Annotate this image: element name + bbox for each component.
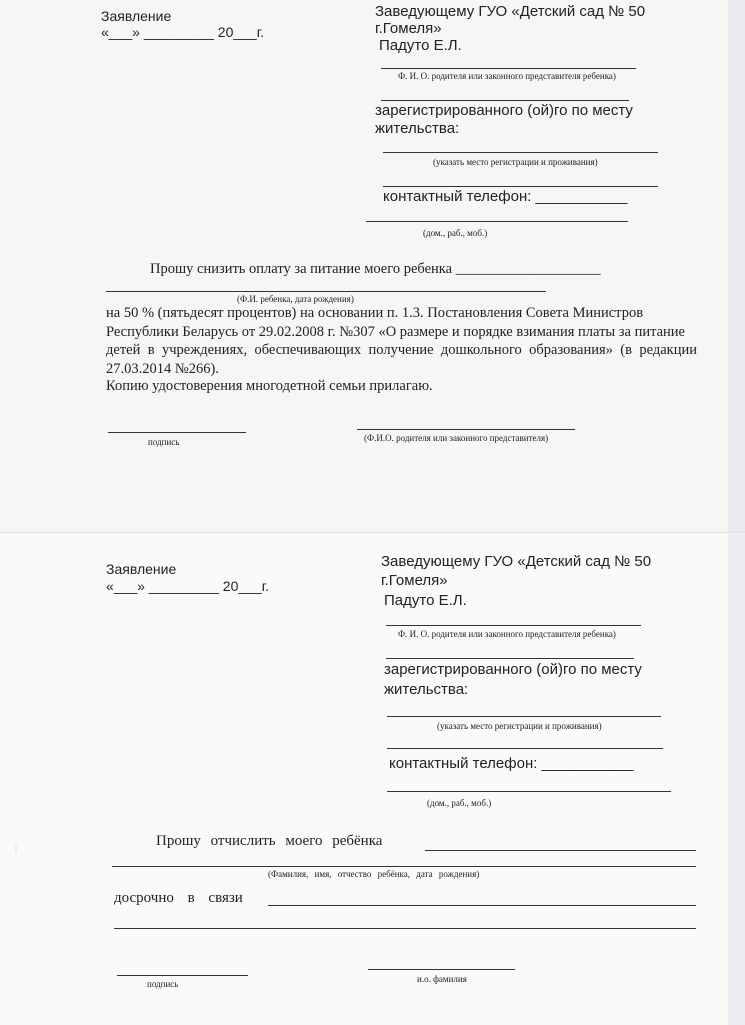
child-name-line-2	[112, 866, 696, 867]
phone-line	[366, 221, 628, 222]
registered-line-1: зарегистрированного (ой)го по месту	[375, 102, 633, 119]
body-line: 27.03.2014 №266).	[106, 360, 219, 377]
address-line	[387, 716, 661, 717]
date-line: «___» _________ 20___г.	[101, 24, 265, 40]
child-name-line	[106, 291, 546, 292]
address-line	[383, 152, 658, 153]
registered-line-2: жительства:	[384, 681, 469, 698]
registered-line-2: жительства:	[375, 120, 460, 137]
parent-name-line-2	[386, 658, 634, 659]
phone-label: контактный телефон: ___________	[383, 188, 628, 205]
application-form-withdrawal	[0, 532, 745, 1025]
phone-caption: (дом., раб., моб.)	[423, 228, 488, 238]
child-name-line	[425, 850, 696, 851]
signature-caption: подпись	[148, 437, 180, 447]
parent-name-caption: Ф. И. О. родителя или законного представителя ребенка)	[398, 71, 616, 81]
phone-caption: (дом., раб., моб.)	[427, 798, 492, 808]
scan-edge	[728, 533, 745, 1025]
child-caption: (Фамилия, имя, отчество ребёнка, дата рождения)	[268, 869, 480, 879]
doc-title: Заявление	[101, 8, 172, 24]
body-line: Республики Беларусь от 29.02.2008 г. №307 «О размере и порядке взимания платы за питание	[106, 323, 685, 340]
parent-name-line	[386, 625, 641, 626]
parent-name-caption: Ф. И. О. родителя или законного представителя ребенка)	[398, 629, 616, 639]
reason-line	[268, 905, 696, 906]
name-sign-line	[368, 969, 515, 970]
address-caption: (указать место регистрации и проживания)	[437, 721, 602, 731]
date-line: «___» _________ 20___г.	[106, 578, 270, 594]
signature-caption: подпись	[147, 979, 179, 989]
address-caption: (указать место регистрации и проживания)	[433, 157, 598, 167]
request-body	[106, 304, 697, 378]
address-line-2	[387, 748, 663, 749]
body-line: на 50 % (пятьдесят процентов) на основании п. 1.3. Постановления Совета Министров	[106, 305, 644, 321]
body-line: детей в учреждениях, обеспечивающих получение дошкольного образования» (в редакции	[106, 342, 697, 358]
addressee-line-2: г.Гомеля»	[375, 20, 442, 37]
parent-name-line-2	[381, 100, 629, 101]
reason-line-2	[114, 928, 696, 929]
head-name: Падуто Е.Л.	[379, 37, 462, 54]
addressee-line-2: г.Гомеля»	[381, 572, 448, 589]
addressee-line-1: Заведующему ГУО «Детский сад № 50	[375, 3, 646, 20]
attachment-line: Копию удостоверения многодетной семьи прилагаю.	[106, 378, 433, 394]
parent-sign-caption: (Ф.И.О. родителя или законного представителя)	[364, 433, 549, 443]
parent-name-line	[381, 68, 636, 69]
early-line: досрочно в связи	[114, 890, 243, 906]
phone-line	[387, 791, 671, 792]
addressee-line-1: Заведующему ГУО «Детский сад № 50	[381, 553, 652, 570]
address-line-2	[383, 186, 658, 187]
signature-line	[108, 432, 246, 433]
name-caption: и.о. фамилия	[417, 974, 467, 984]
parent-sign-line	[357, 429, 575, 430]
signature-line	[117, 975, 248, 976]
phone-label: контактный телефон: ___________	[389, 755, 634, 772]
request-line: Прошу отчислить моего ребёнка	[156, 833, 383, 849]
child-caption: (Ф.И. ребенка, дата рождения)	[237, 294, 354, 304]
head-name: Падуто Е.Л.	[384, 592, 467, 609]
scan-edge	[728, 0, 745, 532]
scan-speck: ⋮	[12, 845, 21, 854]
registered-line-1: зарегистрированного (ой)го по месту	[384, 661, 642, 678]
doc-title: Заявление	[106, 561, 177, 577]
request-line: Прошу снизить оплату за питание моего ребенка ____________________	[150, 261, 601, 277]
